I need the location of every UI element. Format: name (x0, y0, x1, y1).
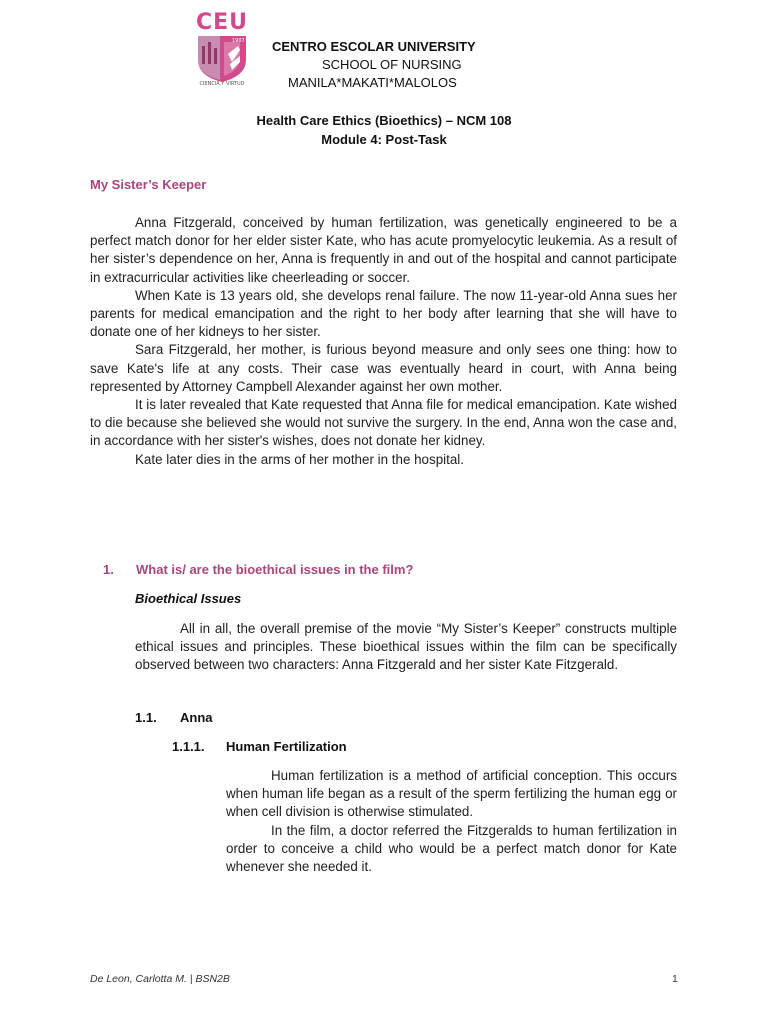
course-title: Health Care Ethics (Bioethics) – NCM 108 (256, 113, 512, 128)
fertilization-text (226, 767, 677, 876)
synopsis-paragraph: When Kate is 13 years old, she develops renal failure. The now 11-year-old Anna sues her parents for medical emancipation and the right to her body after learning that she will have to donate one of her kidneys to her sister. (90, 287, 677, 340)
bioethical-issues-heading: Bioethical Issues (135, 591, 242, 606)
subsection-number: 1.1. (135, 710, 157, 725)
synopsis-paragraph: It is later revealed that Kate requested that Anna file for medical emancipation. Kate wished to die because she believed she would not survive the surgery. In the end, Anna won the case and, in accordance with her sister's wishes, does not donate her kidney. (90, 397, 677, 449)
module-title: Module 4: Post-Task (321, 132, 447, 147)
synopsis (90, 214, 677, 469)
question-text: What is/ are the bioethical issues in the film? (136, 562, 414, 577)
synopsis-paragraph: Sara Fitzgerald, her mother, is furious beyond measure and only sees one thing: how to save Kate's life at any costs. Their case was eventually heard in court, with Anna being represented by Attorney Campbell Alexander against her own mother. (90, 342, 677, 394)
synopsis-paragraph: Anna Fitzgerald, conceived by human fertilization, was genetically engineered to be a perfect match donor for her elder sister Kate, who has acute promyelocytic leukemia. As a result of her sister’s dependence on her, Anna is frequently in and out of the hospital and cannot participate in extracurricular activities like cheerleading or soccer. (90, 215, 677, 285)
subsection-heading (135, 710, 213, 725)
campus-locations: MANILA*MAKATI*MALOLOS (288, 75, 457, 90)
section-title: My Sister’s Keeper (90, 177, 207, 192)
subsubsection-title: Human Fertilization (226, 739, 347, 754)
logo-year: 1907 (232, 38, 245, 44)
question-number: 1. (103, 562, 114, 577)
footer-author: De Leon, Carlotta M. | BSN2B (90, 973, 230, 985)
fertilization-paragraph: In the film, a doctor referred the Fitzgeralds to human fertilization in order to conceive a child who would be a perfect match donor for Kate whenever she needed it. (226, 822, 677, 875)
bioethical-intro-paragraph: All in all, the overall premise of the movie “My Sister’s Keeper” constructs multiple ethical issues and principles. These bioethical issues within the film can be specifically observed between two characters: Anna Fitzgerald and her sister Kate Fitzgerald. (135, 621, 677, 673)
university-shield-icon (188, 10, 256, 90)
logo-text: CEU (195, 10, 249, 35)
subsubsection-number: 1.1.1. (172, 739, 205, 754)
bioethical-intro (135, 620, 677, 675)
page-number: 1 (672, 973, 678, 985)
synopsis-paragraph: Kate later dies in the arms of her mother in the hospital. (135, 451, 464, 467)
subsubsection-heading (172, 739, 347, 754)
institution-name: CENTRO ESCOLAR UNIVERSITY (272, 39, 476, 54)
fertilization-paragraph: Human fertilization is a method of artificial conception. This occurs when human life began as a result of the sperm fertilizing the human egg or when cell division is otherwise stimulated. (226, 768, 677, 820)
school-name: SCHOOL OF NURSING (322, 57, 462, 72)
ceu-logo (188, 10, 256, 90)
logo-motto: CIENCIA Y VIRTUD (199, 81, 245, 87)
subsection-title: Anna (180, 710, 213, 725)
